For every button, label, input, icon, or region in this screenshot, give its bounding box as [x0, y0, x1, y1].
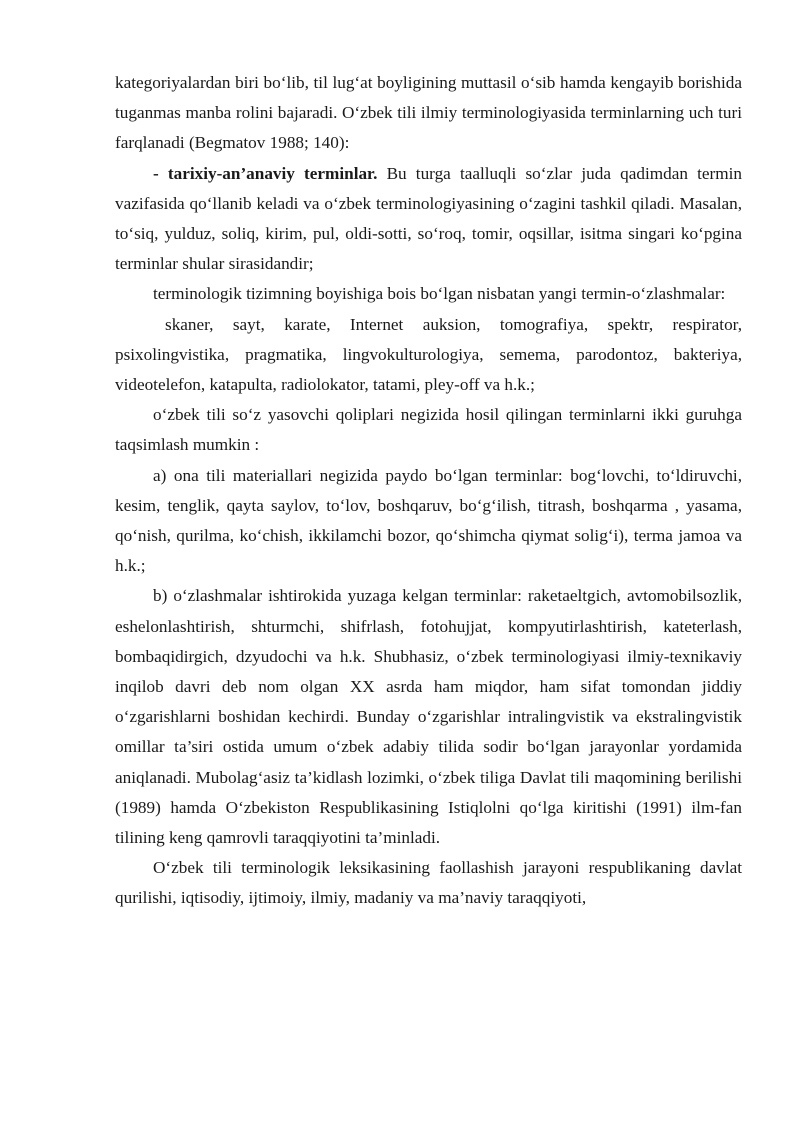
paragraph-8: O‘zbek tili terminologik leksikasining faollashish jarayoni respublikaning davlat qurilishi, iqtisodiy, ijtimoiy, ilmiy, madaniy va ma’naviy taraqqiyoti,	[115, 858, 742, 908]
paragraph-2	[115, 159, 742, 280]
paragraph-1: kategoriyalardan biri bo‘lib, til lug‘at boyligining muttasil o‘sib hamda kengayib borishida tuganmas manba rolini bajaradi. O‘zbek tili ilmiy terminologiyasida terminlarning uch turi farqlanadi (Begmatov 1988; 140):	[115, 73, 742, 153]
document-page	[115, 68, 742, 914]
paragraph-7: b) o‘zlashmalar ishtirokida yuzaga kelgan terminlar: raketaeltgich, avtomobilsozlik, eshelonlashtirish, shturmchi, shifrlash, fotohujjat, kompyutirlashtirish, kateterlash, bombaqidirgich, dzyudochi va h.k. Shubhasiz, o‘zbek terminologiyasi ilmiy-texnikaviy inqilob davri deb nom olgan XX asrda ham miqdor, ham sifat tomondan jiddiy o‘zgarishlarni boshidan kechirdi. Bunday o‘zgarishlar intralingvistik va ekstralingvistik omillar ta’siri ostida umum o‘zbek adabiy tilida sodir bo‘lgan jarayonlar yordamida aniqlanadi. Mubolag‘asiz ta’kidlash lozimki, o‘zbek tiliga Davlat tili maqomining berilishi (1989) hamda O‘zbekiston Respublikasining Istiqlolni qo‘lga kiritishi (1991) ilm-fan tilining keng qamrovli taraqqiyotini ta’minladi.	[115, 586, 742, 848]
paragraph-3: terminologik tizimning boyishiga bois bo‘lgan nisbatan yangi termin-o‘zlashmalar:	[153, 284, 726, 304]
paragraph-2-text: Bu turga taalluqli so‘zlar juda qadimdan termin vazifasida qo‘llanib keladi va o‘zbek terminologiyasining o‘zagini tashkil qiladi. Masalan, to‘siq, yulduz, soliq, kirim, pul, oldi-sotti, so‘roq, tomir, oqsillar, isitma singari ko‘pgina terminlar shular sirasidandir;	[115, 163, 742, 274]
paragraph-4: skaner, sayt, karate, Internet auksion, tomografiya, spektr, respirator, psixolingvistika, pragmatika, lingvokulturologiya, semema, parodontoz, bakteriya, videotelefon, katapulta, radiolokator, tatami, pley-off va h.k.;	[115, 314, 742, 395]
paragraph-2-heading: - tarixiy-an’anaviy terminlar.	[153, 163, 378, 183]
paragraph-5: o‘zbek tili so‘z yasovchi qoliplari negizida hosil qilingan terminlarni ikki guruhga taqsimlash mumkin :	[115, 405, 742, 455]
paragraph-6: a) ona tili materiallari negizida paydo bo‘lgan terminlar: bog‘lovchi, to‘ldiruvchi, kesim, tenglik, qayta saylov, to‘lov, boshqaruv, bo‘g‘ilish, titrash, boshqarma , yasama, qo‘nish, qurilma, ko‘chish, ikkilamchi bozor, qo‘shimcha qiymat solig‘i), terma jamoa va h.k.;	[115, 465, 742, 576]
